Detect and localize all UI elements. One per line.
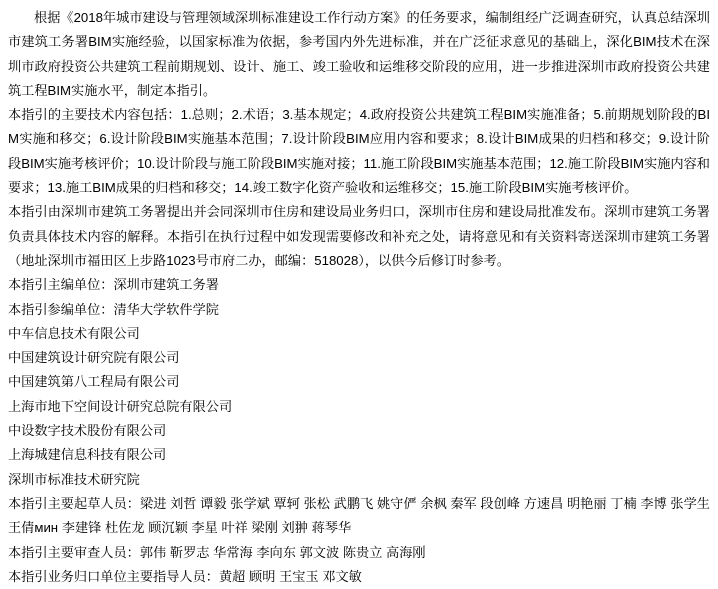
- credit-line-org-8: 上海城建信息科技有限公司: [8, 447, 167, 463]
- credit-line-org-7: 中设数字技术股份有限公司: [8, 423, 167, 439]
- credit-line-org-4: 中国建筑设计研究院有限公司: [8, 350, 180, 366]
- line-main-reviewers: 本指引主要审查人员：郭伟 靳罗志 华常海 李向东 郭文波 陈贵立 高海刚: [8, 544, 426, 560]
- paragraph-main-authors: 本指引主要起草人员：梁进 刘哲 谭毅 张学斌 覃轲 张松 武鹏飞 姚守俨 余枫 秦军 段创峰 方速昌 明艳丽 丁楠 李博 张学生 王倩мин 李建锋 杜佐龙 顾沉颖 李星 叶祥 梁刚 刘翀 蒋琴华: [8, 495, 710, 536]
- credit-line-chief-editor: 本指引主编单位：深圳市建筑工务署: [8, 277, 219, 293]
- line-guidance-personnel: 本指引业务归口单位主要指导人员：黄超 顾明 王宝玉 邓文敏: [8, 568, 362, 584]
- credit-line-org-5: 中国建筑第八工程局有限公司: [8, 374, 180, 390]
- credit-line-org-6: 上海市地下空间设计研究总院有限公司: [8, 398, 233, 414]
- credit-line-co-editor: 本指引参编单位：清华大学软件学院: [8, 301, 219, 317]
- paragraph-issuing-authority: 本指引由深圳市建筑工务署提出并会同深圳市住房和建设局业务归口，深圳市住房和建设局批准发布。深圳市建筑工务署负责具体技术内容的解释。本指引在执行过程中如发现需要修改和补充之处，请将意见和有关资料寄送深圳市建筑工务署（地址深圳市福田区上步路1023号市府二办，邮编：518028），以供今后修订时参考。: [8, 204, 710, 268]
- credit-line-org-3: 中车信息技术有限公司: [8, 325, 140, 341]
- paragraph-contents: 本指引的主要技术内容包括：1.总则；2.术语；3.基本规定；4.政府投资公共建筑工程BIM实施准备；5.前期规划阶段的BIM实施和移交；6.设计阶段BIM实施基本范围；7.设计阶段BIM应用内容和要求；8.设计BIM成果的归档和移交；9.设计阶段BIM实施考核评价；10.设计阶段与施工阶段BIM实施对接；11.施工阶段BIM实施基本范围；12.施工阶段BIM实施内容和要求；13.施工BIM成果的归档和移交；14.竣工数字化资产验收和运维移交；15.施工阶段BIM实施考核评价。: [8, 107, 710, 196]
- credit-line-org-9: 深圳市标准技术研究院: [8, 471, 140, 487]
- paragraph-background: 根据《2018年城市建设与管理领域深圳标准建设工作行动方案》的任务要求，编制组经广泛调查研究，认真总结深圳市建筑工务署BIM实施经验，以国家标准为依据，参考国内外先进标准，并在广泛征求意见的基础上，深化BIM技术在深圳市政府投资公共建筑工程前期规划、设计、施工、竣工验收和运维移交阶段的应用，进一步推进深圳市政府投资公共建筑工程BIM实施水平，制定本指引。: [8, 10, 710, 98]
